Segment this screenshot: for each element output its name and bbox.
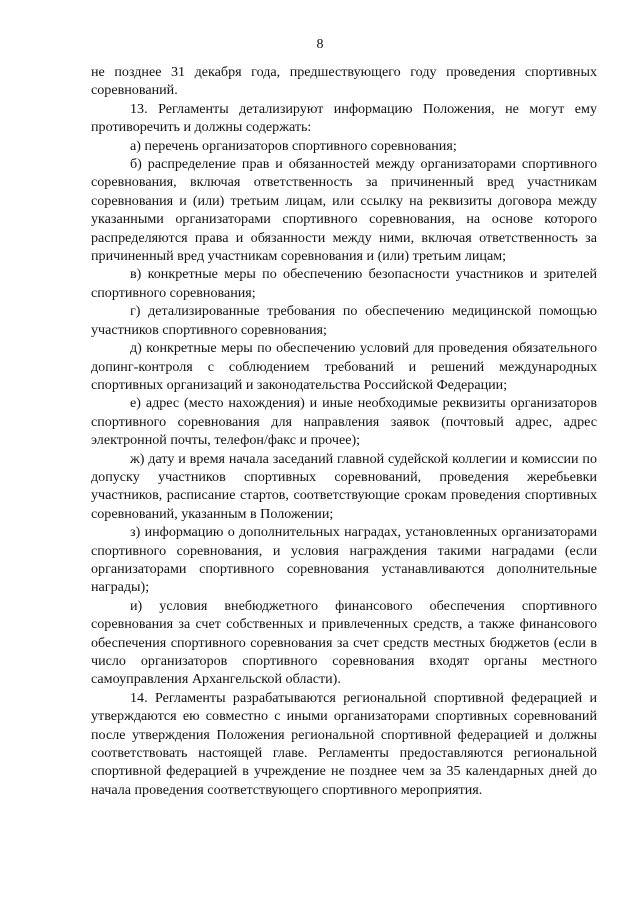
paragraph-subitem-g: г) детализированные требования по обеспечению медицинской помощью участников спортивного соревнования;	[91, 303, 597, 338]
paragraph-subitem-z: з) информацию о дополнительных наградах, установленных организаторами спортивного соревнования, и условия награждения такими наградами (если организаторами спортивного соревнования устанавливаются дополнительные награды);	[91, 524, 597, 596]
paragraph-subitem-zh: ж) дату и время начала заседаний главной судейской коллегии и комиссии по допуску участников спортивных соревнований, проведения жеребьевки участников, расписание стартов, соответствующие срокам проведения спортивных соревнований, указанным в Положении;	[91, 450, 597, 522]
paragraph-subitem-b: б) распределение прав и обязанностей между организаторами спортивного соревнования, включая ответственность за причиненный вред участникам соревнования и (или) третьим лицам, или ссылку на реквизиты договора между указанными организаторами спортивного соревнования, на основе которого распределяются права и обязанности между ними, включая ответственность за причиненный вред участникам соревнования и (или) третьим лицам;	[91, 156, 597, 265]
document-body	[91, 63, 597, 799]
paragraph-continuation: не позднее 31 декабря года, предшествующего году проведения спортивных соревнований.	[91, 64, 597, 99]
page-number: 8	[316, 37, 324, 52]
paragraph-subitem-d: д) конкретные меры по обеспечению условий для проведения обязательного допинг-контроля с соблюдением требований и решений международных спортивных организаций и законодательства Российской Федерации;	[91, 340, 597, 393]
paragraph-subitem-v: в) конкретные меры по обеспечению безопасности участников и зрителей спортивного соревнования;	[91, 266, 597, 301]
paragraph-subitem-e: е) адрес (место нахождения) и иные необходимые реквизиты организаторов спортивного соревнования для направления заявок (почтовый адрес, адрес электронной почты, телефон/факс и прочее);	[91, 395, 597, 449]
paragraph-item-13: 13. Регламенты детализируют информацию Положения, не могут ему противоречить и должны содержать:	[91, 100, 597, 136]
paragraph-subitem-a: а) перечень организаторов спортивного соревнования;	[130, 137, 457, 154]
paragraph-subitem-i: и) условия внебюджетного финансового обеспечения спортивного соревнования за счет собственных и привлеченных средств, а также финансового обеспечения спортивного соревнования за счет средств местных бюджетов (если в число организаторов спортивного соревнования входят органы местного самоуправления Архангельской области).	[91, 597, 597, 688]
paragraph-item-14: 14. Регламенты разрабатываются региональной спортивной федерацией и утверждаются ею совместно с иными организаторами спортивных соревнований после утверждения Положения региональной спортивной федерацией и должны соответствовать настоящей главе. Регламенты предоставляются региональной спортивной федерацией в учреждение не позднее чем за 35 календарных дней до начала проведения соответствующего спортивного мероприятия.	[91, 689, 597, 798]
